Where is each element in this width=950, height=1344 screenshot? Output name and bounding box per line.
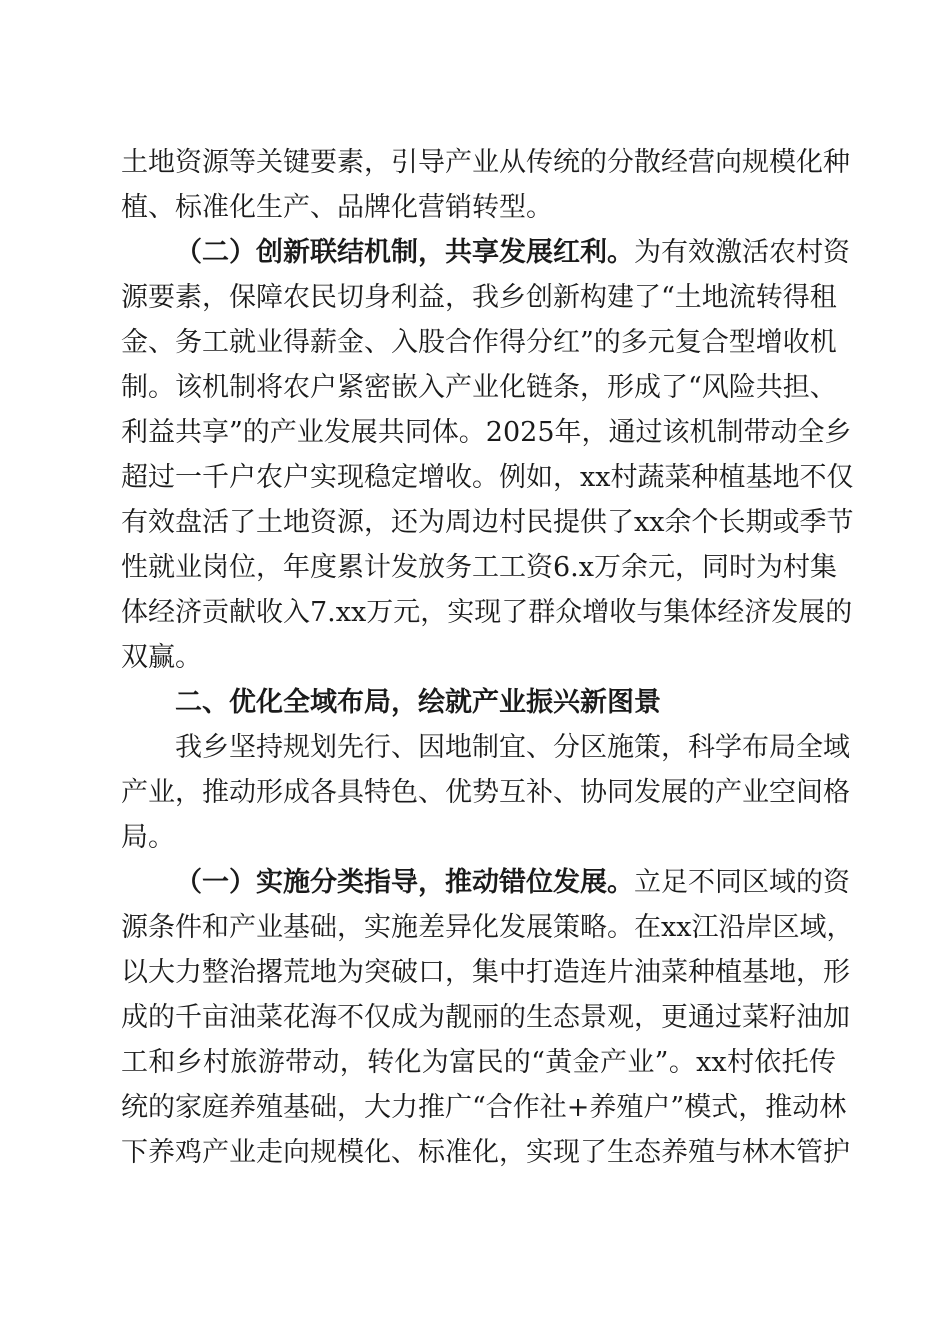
paragraph-line: 产业，推动形成各具特色、优势互补、协同发展的产业空间格 xyxy=(121,777,850,808)
subsection-title: （二）创新联结机制，共享发展红利。 xyxy=(175,237,634,268)
paragraph-line: 统的家庭养殖基础，大力推广“合作社+养殖户”模式，推动林 xyxy=(121,1092,847,1123)
subsection-text: 立足不同区域的资 xyxy=(634,867,850,898)
paragraph-line: 以大力整治撂荒地为突破口，集中打造连片油菜种植基地，形 xyxy=(121,957,850,988)
paragraph-line: 制。该机制将农户紧密嵌入产业化链条，形成了“风险共担、 xyxy=(121,372,837,403)
paragraph-line: 我乡坚持规划先行、因地制宜、分区施策，科学布局全域 xyxy=(175,732,850,763)
paragraph-line: 下养鸡产业走向规模化、标准化，实现了生态养殖与林木管护 xyxy=(121,1137,850,1168)
paragraph-line: 源条件和产业基础，实施差异化发展策略。在xx江沿岸区域， xyxy=(121,912,854,943)
section-heading: 二、优化全域布局，绘就产业振兴新图景 xyxy=(175,687,661,718)
paragraph-line: 成的千亩油菜花海不仅成为靓丽的生态景观，更通过菜籽油加 xyxy=(121,1002,850,1033)
paragraph-line: 植、标准化生产、品牌化营销转型。 xyxy=(121,192,553,223)
subsection-first-line xyxy=(175,233,850,273)
paragraph-line: 利益共享”的产业发展共同体。2025年，通过该机制带动全乡 xyxy=(121,417,852,448)
paragraph-line: 体经济贡献收入7.xx万元，实现了群众增收与集体经济发展的 xyxy=(121,597,853,628)
subsection-title: （一）实施分类指导，推动错位发展。 xyxy=(175,867,634,898)
paragraph-line: 金、务工就业得薪金、入股合作得分红”的多元复合型增收机 xyxy=(121,327,837,358)
paragraph-line: 工和乡村旅游带动，转化为富民的“黄金产业”。xx村依托传 xyxy=(121,1047,836,1078)
paragraph-line: 双赢。 xyxy=(121,642,202,673)
subsection-first-line xyxy=(175,863,850,903)
paragraph-line: 性就业岗位，年度累计发放务工工资6.x万余元，同时为村集 xyxy=(121,552,837,583)
paragraph-line: 超过一千户农户实现稳定增收。例如，xx村蔬菜种植基地不仅 xyxy=(121,462,854,493)
paragraph-line: 源要素，保障农民切身利益，我乡创新构建了“土地流转得租 xyxy=(121,282,837,313)
paragraph-line: 土地资源等关键要素，引导产业从传统的分散经营向规模化种 xyxy=(121,147,850,178)
paragraph-line: 局。 xyxy=(121,822,175,853)
subsection-text: 为有效激活农村资 xyxy=(634,237,850,268)
paragraph-line: 有效盘活了土地资源，还为周边村民提供了xx余个长期或季节 xyxy=(121,507,854,538)
